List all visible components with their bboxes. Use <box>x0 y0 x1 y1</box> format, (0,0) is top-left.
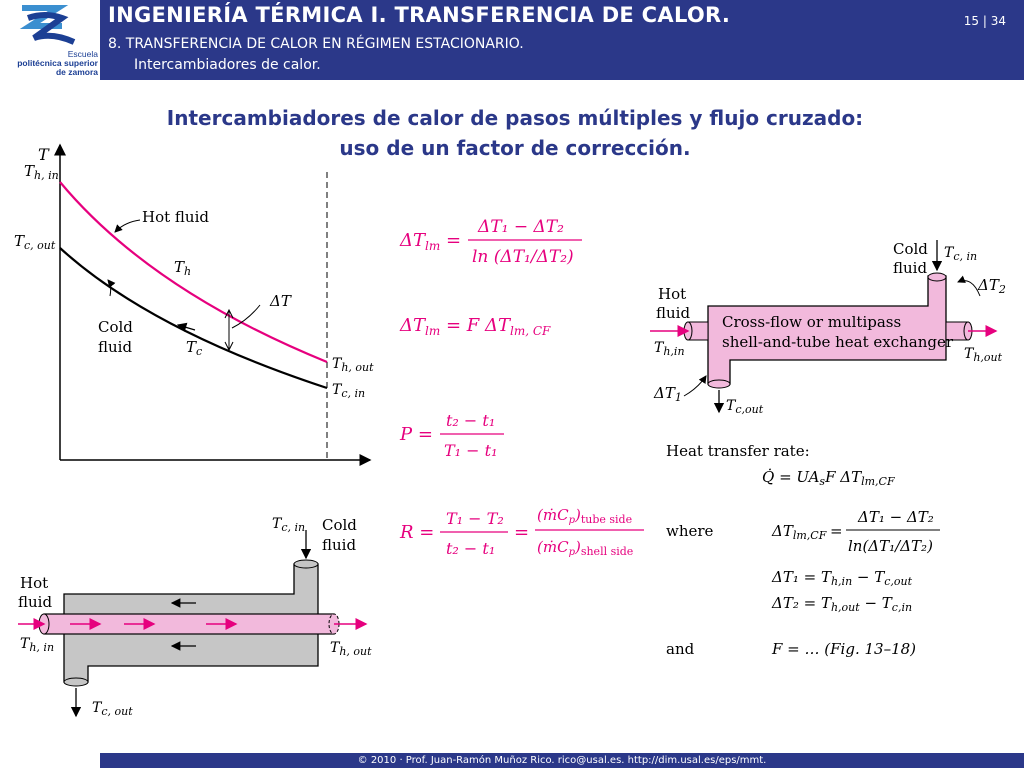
cold-label-1: Cold <box>98 318 133 336</box>
f-definition: F = … (Fig. 13–18) <box>772 640 917 658</box>
cf-cold-label-2: fluid <box>893 259 928 277</box>
r-lhs: R = <box>400 522 435 543</box>
p-denominator: T₁ − t₁ <box>444 441 498 460</box>
chapter-title: 8. TRANSFERENCIA DE CALOR EN RÉGIMEN ESTACIONARIO. <box>108 36 524 52</box>
lmcf-numerator: ΔT₁ − ΔT₂ <box>858 508 934 526</box>
th-curve-label: $T_h$ <box>174 258 192 278</box>
cold-label-2: fluid <box>98 338 133 356</box>
st-th-out-label: $T_{h, out}$ <box>330 640 372 658</box>
p-numerator: t₂ − t₁ <box>446 411 496 430</box>
cf-hot-label-2: fluid <box>656 304 691 322</box>
tc-curve-label: $T_c$ <box>186 338 203 358</box>
st-tc-in-label: $T_{c, in}$ <box>272 516 306 534</box>
cf-tc-in-label: $T_{c, in}$ <box>944 245 978 263</box>
delta-t-label: ΔT <box>270 292 291 310</box>
th-out-label: $T_{h, out}$ <box>332 356 374 374</box>
p-lhs: P = <box>400 424 433 445</box>
dt1-definition: $\Delta T_1 = T_{h,in} - T_{c,out}$ <box>772 568 913 588</box>
and-label: and <box>666 640 695 658</box>
st-cold-label-1: Cold <box>322 516 357 534</box>
temperature-profile-graph <box>14 145 374 460</box>
r-mass-flow-shell: $(ṁC_p)_{shell side}$ <box>537 538 634 558</box>
svg-text:=: = <box>830 522 843 540</box>
cf-hot-label-1: Hot <box>658 285 687 303</box>
svg-text:=: = <box>514 522 530 543</box>
dt2-definition: $\Delta T_2 = T_{h,out} - T_{c,in}$ <box>772 594 913 614</box>
lmtd-numerator: ΔT₁ − ΔT₂ <box>478 217 564 237</box>
cf-dt1-label: $\Delta T_1$ <box>654 384 682 404</box>
lmcf-lhs: $\Delta T_{lm,CF}$ <box>772 522 827 542</box>
lmtd-cf-rhs: = F $\Delta T_{lm, CF}$ <box>446 315 551 338</box>
school-logo-text: Escuela politécnica superior de zamora <box>17 49 98 77</box>
st-hot-label-1: Hot <box>20 574 49 592</box>
lmtd-cf-lhs: $\Delta T_{lm}$ <box>400 315 441 338</box>
section-title: Intercambiadores de calor. <box>134 57 321 73</box>
r-mass-flow-tube: $(ṁC_p)_{tube side}$ <box>537 506 633 526</box>
tc-out-label: $T_{c, out}$ <box>14 232 56 252</box>
cf-th-out-label: $T_{h,out}$ <box>964 346 1003 364</box>
slide-title-line1: Intercambiadores de calor de pasos múltiples y flujo cruzado: <box>166 106 864 130</box>
cf-box-label-1: Cross-flow or multipass <box>722 313 902 331</box>
lmtd-lhs: $\Delta T_{lm}$ <box>400 230 441 253</box>
st-th-in-label: $T_{h, in}$ <box>20 636 55 654</box>
hot-fluid-label: Hot fluid <box>142 208 209 226</box>
heat-rate-heading: Heat transfer rate: <box>666 442 810 460</box>
tc-in-label: $T_{c, in}$ <box>332 382 366 400</box>
lmcf-denominator: ln(ΔT₁/ΔT₂) <box>848 537 933 555</box>
st-hot-label-2: fluid <box>18 593 53 611</box>
r-denominator: t₂ − t₁ <box>446 539 496 558</box>
formula-block <box>399 217 644 558</box>
st-cold-label-2: fluid <box>322 536 357 554</box>
svg-text:=: = <box>446 230 462 251</box>
where-label: where <box>666 522 714 540</box>
t-axis-label: T <box>38 145 49 164</box>
cf-dt2-label: $\Delta T_2$ <box>978 276 1006 296</box>
heat-rate-equation: Q̇ = $UA_sF$ $\Delta T_{lm,CF}$ <box>762 468 895 488</box>
r-numerator: T₁ − T₂ <box>446 509 504 528</box>
shell-and-tube-diagram <box>18 516 372 718</box>
page-number: 15 | 34 <box>963 14 1006 28</box>
st-tc-out-label: $T_{c, out}$ <box>92 700 133 718</box>
slide-title-line2: uso de un factor de corrección. <box>339 136 691 160</box>
heat-rate-block <box>666 442 940 658</box>
cf-cold-label-1: Cold <box>893 240 928 258</box>
cf-box-label-2: shell-and-tube heat exchanger <box>722 333 954 351</box>
cf-tc-out-label: $T_{c,out}$ <box>726 398 764 416</box>
crossflow-exchanger-diagram <box>650 240 1006 416</box>
cf-th-in-label: $T_{h,in}$ <box>654 340 685 358</box>
course-title: INGENIERÍA TÉRMICA I. TRANSFERENCIA DE CALOR. <box>108 3 731 27</box>
lmtd-denominator: ln (ΔT₁/ΔT₂) <box>472 247 574 267</box>
slide-footer: © 2010 · Prof. Juan-Ramón Muñoz Rico. rico@usal.es. http://dim.usal.es/eps/mmt. <box>100 753 1024 768</box>
th-in-label: $T_{h, in}$ <box>24 162 59 182</box>
